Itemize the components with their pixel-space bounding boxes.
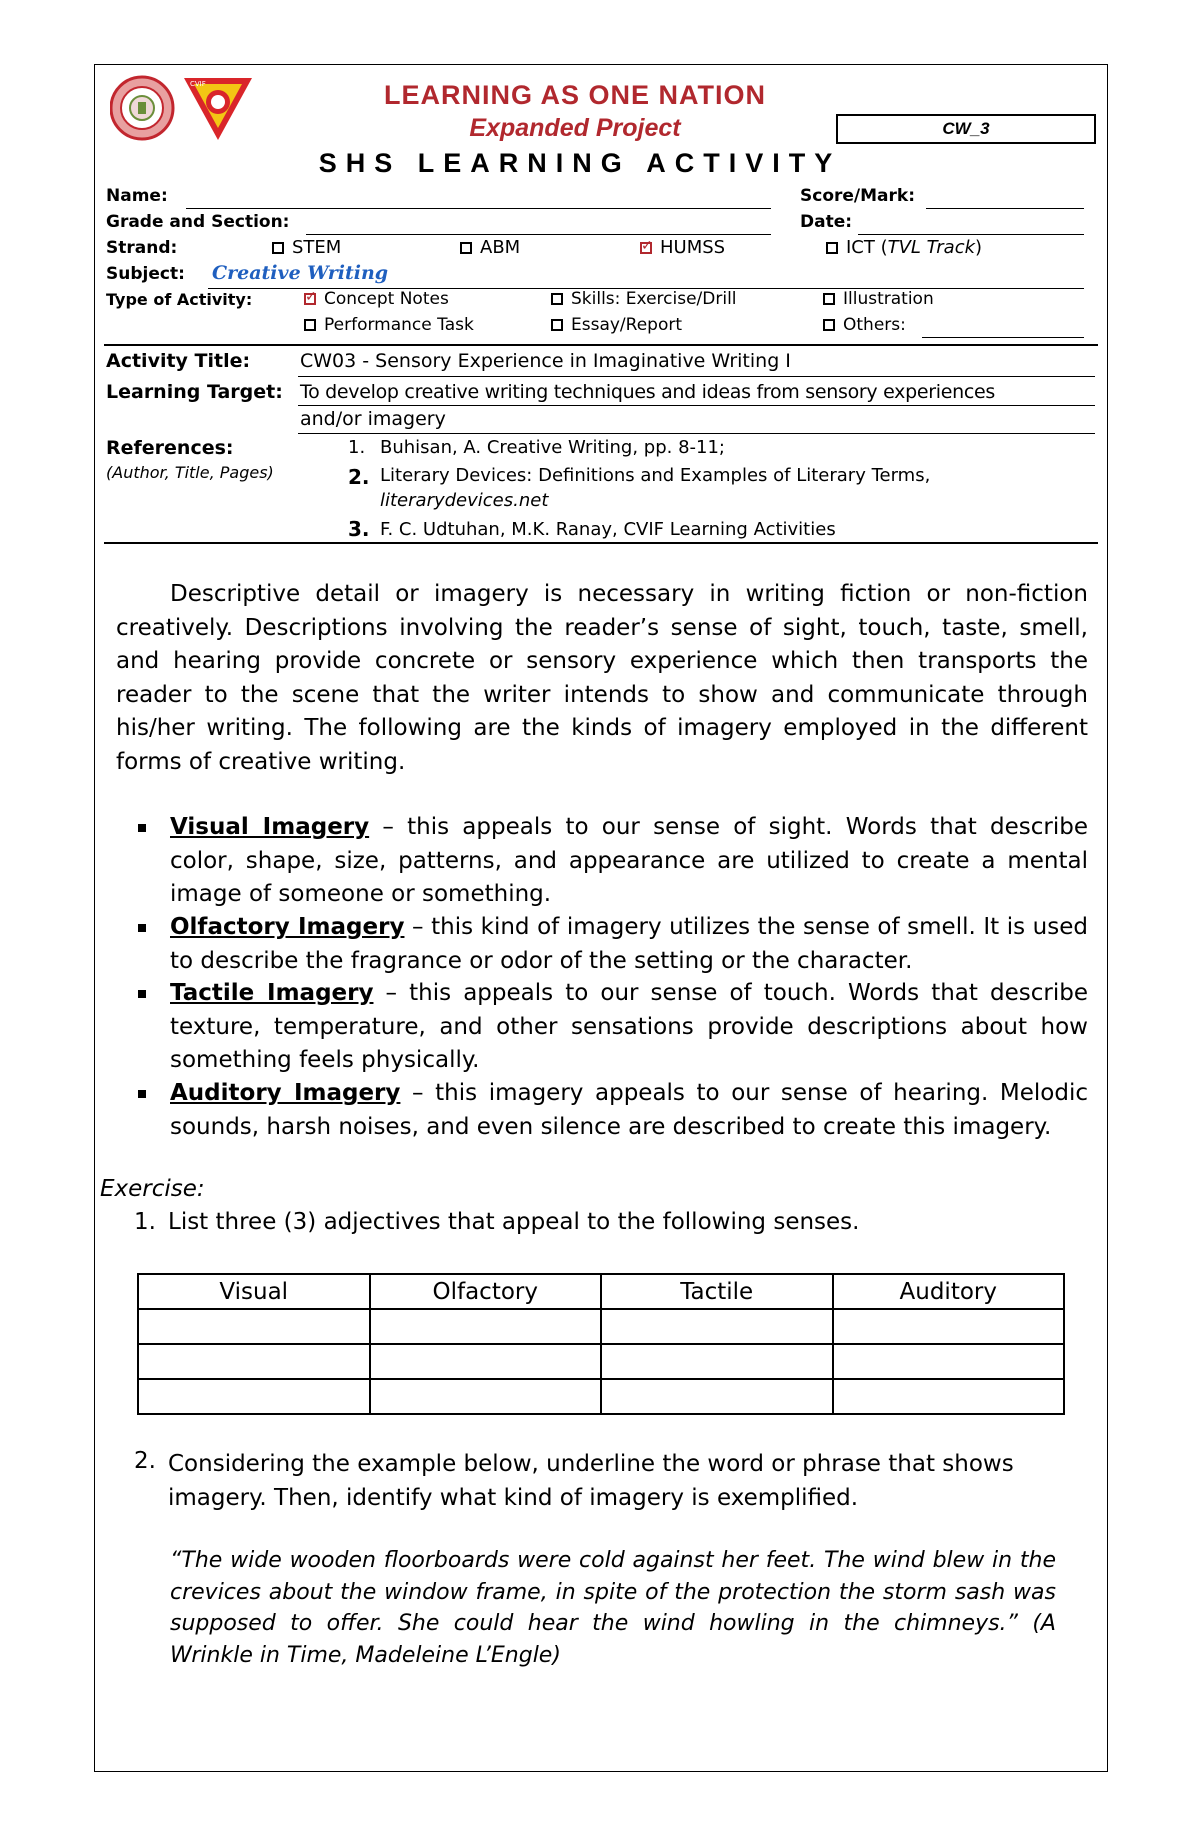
bullet-term: Tactile Imagery (170, 980, 374, 1006)
table-cell[interactable] (833, 1344, 1065, 1379)
page-title: SHS LEARNING ACTIVITY (318, 148, 842, 178)
checkbox-icon (304, 319, 316, 331)
project-heading: Expanded Project (469, 114, 681, 142)
table-cell[interactable] (833, 1379, 1065, 1414)
type-performance-task[interactable]: Performance Task (304, 315, 474, 335)
type-others[interactable]: Others: (823, 315, 906, 335)
bullet-term: Auditory Imagery (170, 1080, 401, 1106)
cvif-logo-icon (184, 78, 252, 140)
reference-1: Buhisan, A. Creative Writing, pp. 8-11; (380, 437, 725, 458)
others-field[interactable] (922, 337, 1084, 338)
bullet-visual: Visual Imagery – this appeals to our sense of sight. Words that describe color, shape, size, patterns, and appearance are utilized to create a mental image of someone or something. (140, 811, 1088, 912)
strand-abm[interactable]: ABM (460, 237, 520, 258)
table-cell[interactable] (833, 1309, 1065, 1344)
checkbox-icon (272, 242, 284, 254)
org-heading: LEARNING AS ONE NATION (383, 80, 766, 110)
checkbox-icon (460, 242, 472, 254)
checkbox-icon (823, 293, 835, 305)
reference-2-num: 2. (348, 465, 370, 489)
learning-target-line2: and/or imagery (300, 408, 446, 430)
divider (104, 344, 1098, 346)
type-illustration[interactable]: Illustration (823, 289, 934, 309)
bullet-term: Olfactory Imagery (170, 914, 405, 940)
bullet-icon (138, 924, 146, 932)
checked-checkbox-icon (640, 242, 652, 254)
exercise-heading: Exercise: (100, 1176, 205, 1202)
type-essay-report[interactable]: Essay/Report (551, 315, 682, 335)
checked-checkbox-icon (304, 293, 316, 305)
intro-paragraph: Descriptive detail or imagery is necessary in writing fiction or non-fiction creatively. Descriptions involving the reader’s sense of sight, touch, taste, smell, and hearing provide concrete or sensory experience which then transports the reader to the scene that the writer intends to show and communicate through his/her writing. The following are the kinds of imagery employed in the different forms of creative writing. (116, 581, 1088, 775)
table-cell[interactable] (601, 1309, 833, 1344)
activity-title-label: Activity Title: (106, 350, 251, 372)
target-line-1 (298, 405, 1095, 406)
type-concept-notes[interactable]: ✓ Concept Notes (304, 289, 449, 309)
bullet-term: Visual Imagery (170, 814, 370, 840)
exercise-item1: List three (3) adjectives that appeal to the following senses. (168, 1209, 860, 1235)
school-seal-icon (111, 77, 173, 139)
learning-target-label: Learning Target: (106, 381, 283, 403)
school-logos (110, 72, 260, 144)
bullet-icon (138, 1090, 146, 1098)
bullet-icon (138, 990, 146, 998)
score-label: Score/Mark: (800, 186, 915, 206)
strand-ict[interactable]: ICT (TVL Track) (826, 237, 982, 258)
table-header-tactile: Tactile (601, 1274, 833, 1309)
type-skills[interactable]: Skills: Exercise/Drill (551, 289, 737, 309)
bullet-tactile: Tactile Imagery – this appeals to our sense of touch. Words that describe texture, temperature, and other sensations provide descriptions about how something feels physically. (140, 977, 1088, 1078)
cvif-logo-text: CVIF (190, 80, 206, 88)
type-label: Type of Activity: (106, 290, 253, 309)
table-cell[interactable] (601, 1344, 833, 1379)
reference-2: Literary Devices: Definitions and Examples of Literary Terms, (380, 465, 931, 486)
learning-target-line1: To develop creative writing techniques and ideas from sensory experiences (300, 381, 995, 403)
table-cell[interactable] (601, 1379, 833, 1414)
example-quote: “The wide wooden floorboards were cold against her feet. The wind blew in the crevices about the window frame, in spite of the protection the storm sash was supposed to offer. She could hear the wind howling in the chimneys.” (A Wrinkle in Time, Madeleine L’Engle) (170, 1548, 1056, 1668)
senses-table (137, 1273, 1065, 1415)
reference-3-num: 3. (348, 517, 370, 541)
checkbox-icon (551, 319, 563, 331)
divider (104, 542, 1098, 544)
subject-label: Subject: (106, 264, 185, 284)
activity-code-box: CW_3 (836, 114, 1096, 144)
subject-value: Creative Writing (212, 262, 389, 284)
score-field[interactable] (926, 208, 1084, 209)
references-sub: (Author, Title, Pages) (106, 463, 274, 482)
name-label: Name: (106, 186, 168, 206)
table-header-row (138, 1274, 1064, 1309)
checkbox-icon (551, 293, 563, 305)
bullet-auditory: Auditory Imagery – this imagery appeals to our sense of hearing. Melodic sounds, harsh noises, and even silence are described to create this imagery. (140, 1077, 1088, 1144)
table-cell[interactable] (370, 1379, 602, 1414)
exercise-item2-num: 2. (134, 1448, 156, 1474)
target-line-2 (298, 433, 1095, 434)
checkbox-icon (826, 242, 838, 254)
reference-2-url[interactable]: literarydevices.net (380, 490, 549, 511)
activity-title-value: CW03 - Sensory Experience in Imaginative Writing I (300, 350, 791, 372)
date-field[interactable] (858, 234, 1084, 235)
grade-field[interactable] (306, 234, 771, 235)
name-field[interactable] (186, 208, 771, 209)
table-row (138, 1344, 1064, 1379)
table-cell[interactable] (138, 1344, 370, 1379)
activity-title-line (298, 376, 1095, 377)
bullet-olfactory: Olfactory Imagery – this kind of imagery utilizes the sense of smell. It is used to describe the fragrance or odor of the setting or the character. (140, 911, 1088, 978)
table-cell[interactable] (370, 1344, 602, 1379)
exercise-item1-num: 1. (134, 1209, 156, 1235)
table-cell[interactable] (138, 1309, 370, 1344)
reference-1-num: 1. (348, 437, 366, 458)
checkbox-icon (823, 319, 835, 331)
table-cell[interactable] (138, 1379, 370, 1414)
exercise-item2: Considering the example below, underline the word or phrase that shows imagery. Then, identify what kind of imagery is exemplified. (168, 1451, 1014, 1511)
table-header-auditory: Auditory (833, 1274, 1065, 1309)
strand-stem[interactable]: STEM (272, 237, 341, 258)
grade-label: Grade and Section: (106, 212, 290, 232)
table-header-olfactory: Olfactory (370, 1274, 602, 1309)
table-row (138, 1309, 1064, 1344)
references-label: References: (106, 437, 234, 459)
table-header-visual: Visual (138, 1274, 370, 1309)
date-label: Date: (800, 212, 853, 232)
strand-humss[interactable]: ✓ HUMSS (640, 237, 725, 258)
reference-3: F. C. Udtuhan, M.K. Ranay, CVIF Learning Activities (380, 519, 836, 540)
table-row (138, 1379, 1064, 1414)
table-cell[interactable] (370, 1309, 602, 1344)
bullet-icon (138, 824, 146, 832)
strand-label: Strand: (106, 238, 178, 258)
